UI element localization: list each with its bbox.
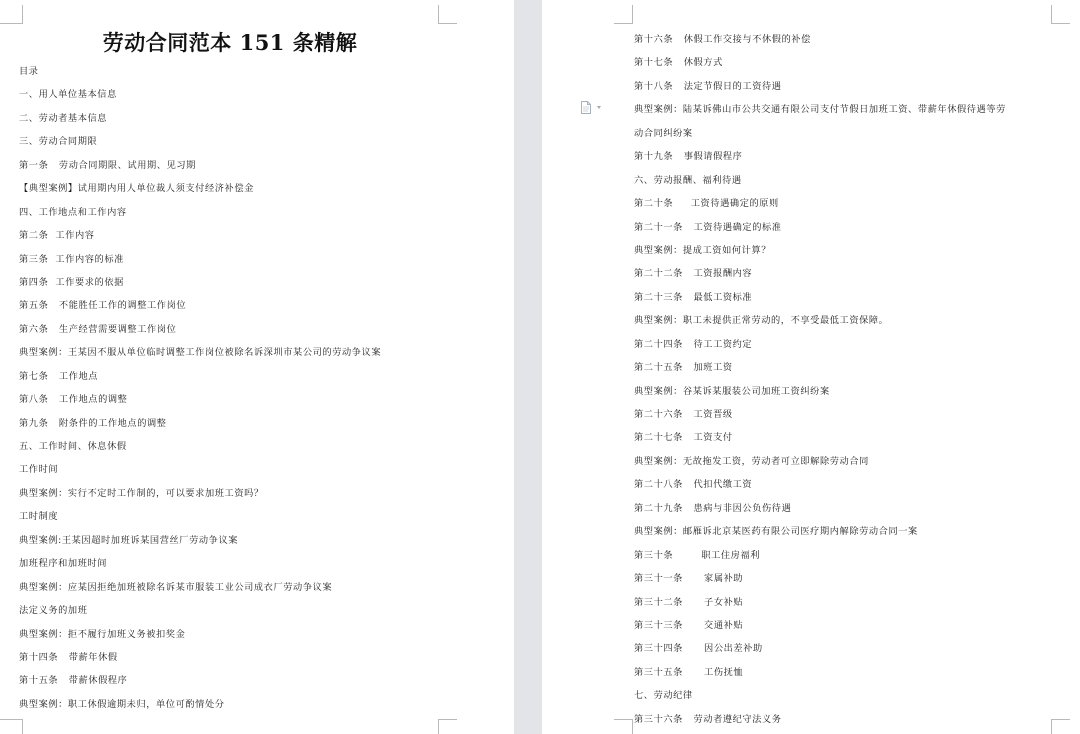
toc-line: 第七条 工作地点 <box>19 370 99 382</box>
crop-mark-top-right <box>438 5 457 24</box>
chevron-down-icon <box>597 106 601 109</box>
toc-line: 第二十六条 工资晋级 <box>634 409 733 420</box>
toc-line: 第二条 工作内容 <box>19 230 95 242</box>
toc-line: 第十九条 事假请假程序 <box>634 151 743 163</box>
toc-line: 第三十二条 子女补贴 <box>634 596 744 608</box>
toc-line: 典型案例：王某因不服从单位临时调整工作岗位被除名诉深圳市某公司的劳动争议案 <box>19 347 382 359</box>
toc-line: 第三十五条 工伤抚恤 <box>634 666 744 678</box>
toc-line: 第五条 不能胜任工作的调整工作岗位 <box>19 300 187 312</box>
toc-line: 典型案例：实行不定时工作制的，可以要求加班工资吗？ <box>19 487 264 499</box>
toc-line: 第二十七条 工资支付 <box>634 432 733 444</box>
toc-line: 二、劳动者基本信息 <box>19 112 108 124</box>
document-page-right[interactable] <box>542 0 1080 734</box>
toc-line: 第三十三条 交通补贴 <box>634 619 744 631</box>
toc-line: 第二十二条 工资报酬内容 <box>634 268 753 280</box>
toc-line: 三、劳动合同期限 <box>19 136 98 148</box>
toc-line: 典型案例：无故拖发工资，劳动者可立即解除劳动合同 <box>634 455 869 467</box>
toc-line: 第二十条 工资待遇确定的原则 <box>634 198 779 210</box>
crop-mark-top-right <box>1051 5 1070 24</box>
crop-mark-top-left <box>0 5 23 24</box>
toc-line: 第四条 工作要求的依据 <box>19 276 124 288</box>
document-title: 劳动合同范本 151 条精解 <box>102 30 358 55</box>
crop-mark-top-left <box>614 5 633 24</box>
toc-line: 第三十一条 家属补助 <box>634 573 744 585</box>
toc-line: 第二十八条 代扣代缴工资 <box>634 479 753 491</box>
crop-mark-bottom-right <box>438 719 457 734</box>
toc-line: 目录 <box>19 66 39 77</box>
toc-line: 六、劳动报酬、福利待遇 <box>634 174 742 186</box>
toc-line: 典型案例：提成工资如何计算？ <box>634 244 772 256</box>
table-of-contents-left <box>19 60 381 716</box>
toc-line: 第十四条 带薪年休假 <box>19 651 118 663</box>
toc-line: 典型案例:王某因超时加班诉某国营丝厂劳动争议案 <box>19 534 239 546</box>
table-of-contents-right <box>634 28 1006 731</box>
toc-line: 工时制度 <box>19 511 59 523</box>
toc-line: 第十八条 法定节假日的工资待遇 <box>634 80 782 92</box>
toc-line: 第三条 工作内容的标准 <box>19 253 124 265</box>
paragraph-options-button[interactable] <box>581 101 605 115</box>
toc-line: 第三十条 职工住房福利 <box>634 549 761 561</box>
crop-mark-bottom-left <box>614 719 633 734</box>
toc-line: 第三十六条 劳动者遵纪守法义务 <box>634 713 782 725</box>
toc-line: 第二十九条 患病与非因公负伤待遇 <box>634 502 792 514</box>
toc-line: 典型案例：应某因拒绝加班被除名诉某市服装工业公司成衣厂劳动争议案 <box>19 581 333 593</box>
toc-line: 典型案例：职工未提供正常劳动的，不享受最低工资保障。 <box>634 315 889 327</box>
toc-line: 典型案例：拒不履行加班义务被扣奖金 <box>19 628 186 640</box>
toc-line: 第一条 劳动合同期限、试用期、见习期 <box>19 159 196 171</box>
toc-line: 第三十四条 因公出差补助 <box>634 643 763 655</box>
toc-line: 第十六条 休假工作交接与不休假的补偿 <box>634 34 811 45</box>
toc-line: 第八条 工作地点的调整 <box>19 394 128 406</box>
toc-line: 典型案例：职工休假逾期未归，单位可酌情处分 <box>19 698 225 710</box>
toc-line: 第十五条 带薪休假程序 <box>19 675 128 687</box>
crop-mark-bottom-right <box>1051 719 1070 734</box>
toc-line: 第六条 生产经营需要调整工作岗位 <box>19 323 177 335</box>
toc-line: 七、劳动纪律 <box>634 690 693 702</box>
toc-line: 四、工作地点和工作内容 <box>19 206 127 218</box>
document-page-left[interactable] <box>0 0 514 734</box>
toc-line: 加班程序和加班时间 <box>19 558 108 570</box>
toc-line: 第二十一条 工资待遇确定的标准 <box>634 221 782 233</box>
toc-line: 典型案例：陆某诉佛山市公共交通有限公司支付节假日加班工资、带薪年休假待遇等劳 <box>634 104 1006 116</box>
toc-line: 工作时间 <box>19 464 59 476</box>
toc-line: 第二十四条 待工工资约定 <box>634 338 753 350</box>
toc-line: 典型案例：谷某诉某服装公司加班工资纠纷案 <box>634 385 830 397</box>
toc-line: 第二十五条 加班工资 <box>634 362 733 374</box>
toc-line: 一、用人单位基本信息 <box>19 89 117 101</box>
toc-line: 第九条 附条件的工作地点的调整 <box>19 417 167 429</box>
toc-line: 第二十三条 最低工资标准 <box>634 291 753 303</box>
toc-line: 【典型案例】试用期内用人单位裁人须支付经济补偿金 <box>19 183 254 195</box>
crop-mark-bottom-left <box>0 719 23 734</box>
toc-line: 第十七条 休假方式 <box>634 57 723 69</box>
toc-line: 五、工作时间、休息休假 <box>19 441 127 452</box>
toc-line: 典型案例：邮雁诉北京某医药有限公司医疗期内解除劳动合同一案 <box>634 526 918 538</box>
toc-line: 法定义务的加班 <box>19 605 88 617</box>
document-icon <box>581 101 591 114</box>
toc-line: 动合同纠纷案 <box>634 127 693 139</box>
